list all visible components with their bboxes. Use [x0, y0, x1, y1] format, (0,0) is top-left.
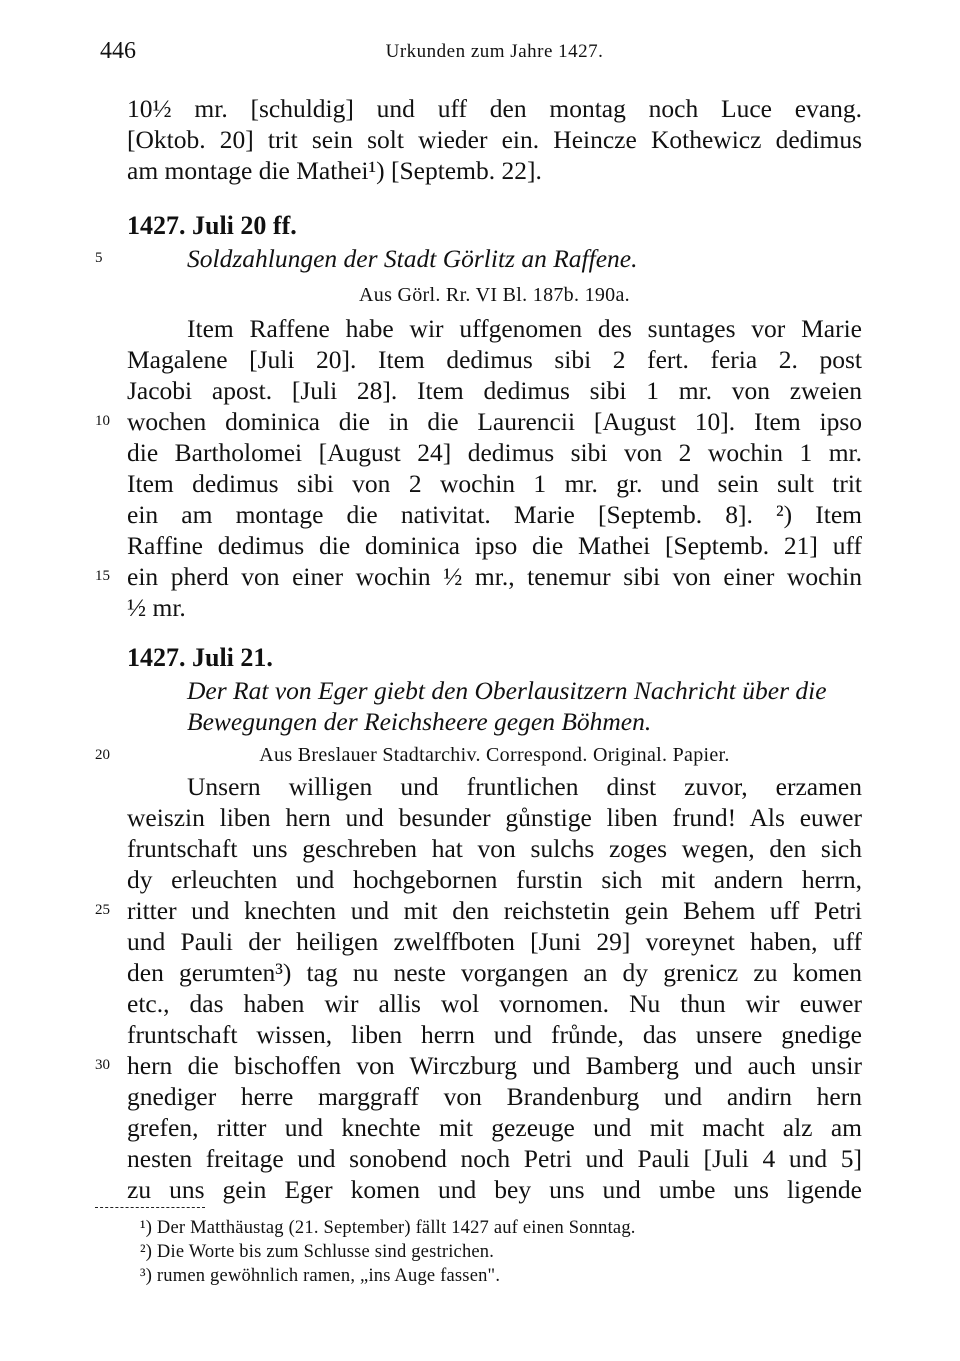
line-number: 25	[95, 902, 110, 918]
running-title: Urkunden zum Jahre 1427.	[385, 41, 604, 62]
text-line: zu uns gein Eger komen und bey uns und umbe uns ligende	[127, 1175, 862, 1204]
text-line: gnediger herre marggraff von Brandenburg und andirn hern	[127, 1082, 862, 1111]
text-line: hern die bischoffen von Wirczburg und Bamberg und auch unsir	[127, 1051, 862, 1080]
text-line: dy erleuchten und hochgebornen furstin sich mit andern herrn,	[127, 865, 862, 894]
footnote: ²) Die Worte bis zum Schlusse sind gestrichen.	[140, 1242, 495, 1262]
text-line: fruntschaft uns geschreben hat von sulchs zoges wegen, den sich	[127, 834, 862, 863]
source-note: Aus Görl. Rr. VI Bl. 187b. 190a.	[359, 284, 630, 306]
line-number: 15	[95, 568, 110, 584]
text-line: grefen, ritter und knechte mit gezeuge und mit macht alz am	[127, 1113, 862, 1142]
entry-date-heading: 1427. Juli 20 ff.	[127, 211, 297, 240]
text-line: weiszin liben hern und besunder gůnstige liben frund! Als euwer	[127, 803, 862, 832]
text-line: ein am montage die nativitat. Marie [Septemb. 8]. ²) Item	[127, 500, 862, 529]
footnote: ³) rumen gewöhnlich ramen, „ins Auge fassen".	[140, 1266, 501, 1286]
text-line: nesten freitage und sonobend noch Petri und Pauli [Juli 4 und 5]	[127, 1144, 862, 1173]
text-line: Jacobi apost. [Juli 28]. Item dedimus sibi 1 mr. von zweien	[127, 376, 862, 405]
text-line: ritter und knechten und mit den reichstetin gein Behem uff Petri	[127, 896, 862, 925]
line-number: 30	[95, 1057, 110, 1073]
text-line: 10½ mr. [schuldig] und uff den montag noch Luce evang.	[127, 94, 862, 123]
text-line: Unsern willigen und fruntlichen dinst zuvor, erzamen	[187, 772, 862, 801]
text-line: fruntschaft wissen, liben herrn und frůnde, das unsere gnedige	[127, 1020, 862, 1049]
text-line: und Pauli der heiligen zwelffboten [Juni 29] voreynet haben, uff	[127, 927, 862, 956]
text-line: ein pherd von einer wochin ½ mr., tenemur sibi von einer wochin	[127, 562, 862, 591]
footnote-divider	[95, 1207, 205, 1208]
text-line: Raffine dedimus die dominica ipso die Mathei [Septemb. 21] uff	[127, 531, 862, 560]
text-line: ½ mr.	[127, 593, 186, 622]
line-number: 20	[95, 747, 110, 763]
entry-subtitle: Soldzahlungen der Stadt Görlitz an Raffene.	[187, 244, 638, 273]
text-line: [Oktob. 20] trit sein solt wieder ein. Heincze Kothewicz dedimus	[127, 125, 862, 154]
text-line: die Bartholomei [August 24] dedimus sibi von 2 wochin 1 mr.	[127, 438, 862, 467]
entry-date-heading: 1427. Juli 21.	[127, 643, 273, 672]
text-line: Item Raffene habe wir uffgenomen des suntages vor Marie	[187, 314, 862, 343]
footnote: ¹) Der Matthäustag (21. September) fällt 1427 auf einen Sonntag.	[140, 1218, 636, 1238]
page-number: 446	[100, 38, 136, 64]
text-line: etc., das haben wir allis wol vornomen. Nu thun wir euwer	[127, 989, 862, 1018]
line-number: 5	[95, 250, 103, 266]
source-note: Aus Breslauer Stadtarchiv. Correspond. Original. Papier.	[259, 744, 730, 766]
text-line: Item dedimus sibi von 2 wochin 1 mr. gr. und sein sult trit	[127, 469, 862, 498]
text-line: Magalene [Juli 20]. Item dedimus sibi 2 fert. feria 2. post	[127, 345, 862, 374]
running-head	[100, 38, 862, 72]
entry-subtitle: Bewegungen der Reichsheere gegen Böhmen.	[187, 707, 652, 736]
text-line: den gerumten³) tag nu neste vorgangen an dy grenicz zu komen	[127, 958, 862, 987]
entry-subtitle: Der Rat von Eger giebt den Oberlausitzern Nachricht über die	[187, 676, 827, 705]
text-line: am montage die Mathei¹) [Septemb. 22].	[127, 156, 542, 185]
line-number: 10	[95, 413, 110, 429]
text-line: wochen dominica die in die Laurencii [August 10]. Item ipso	[127, 407, 862, 436]
